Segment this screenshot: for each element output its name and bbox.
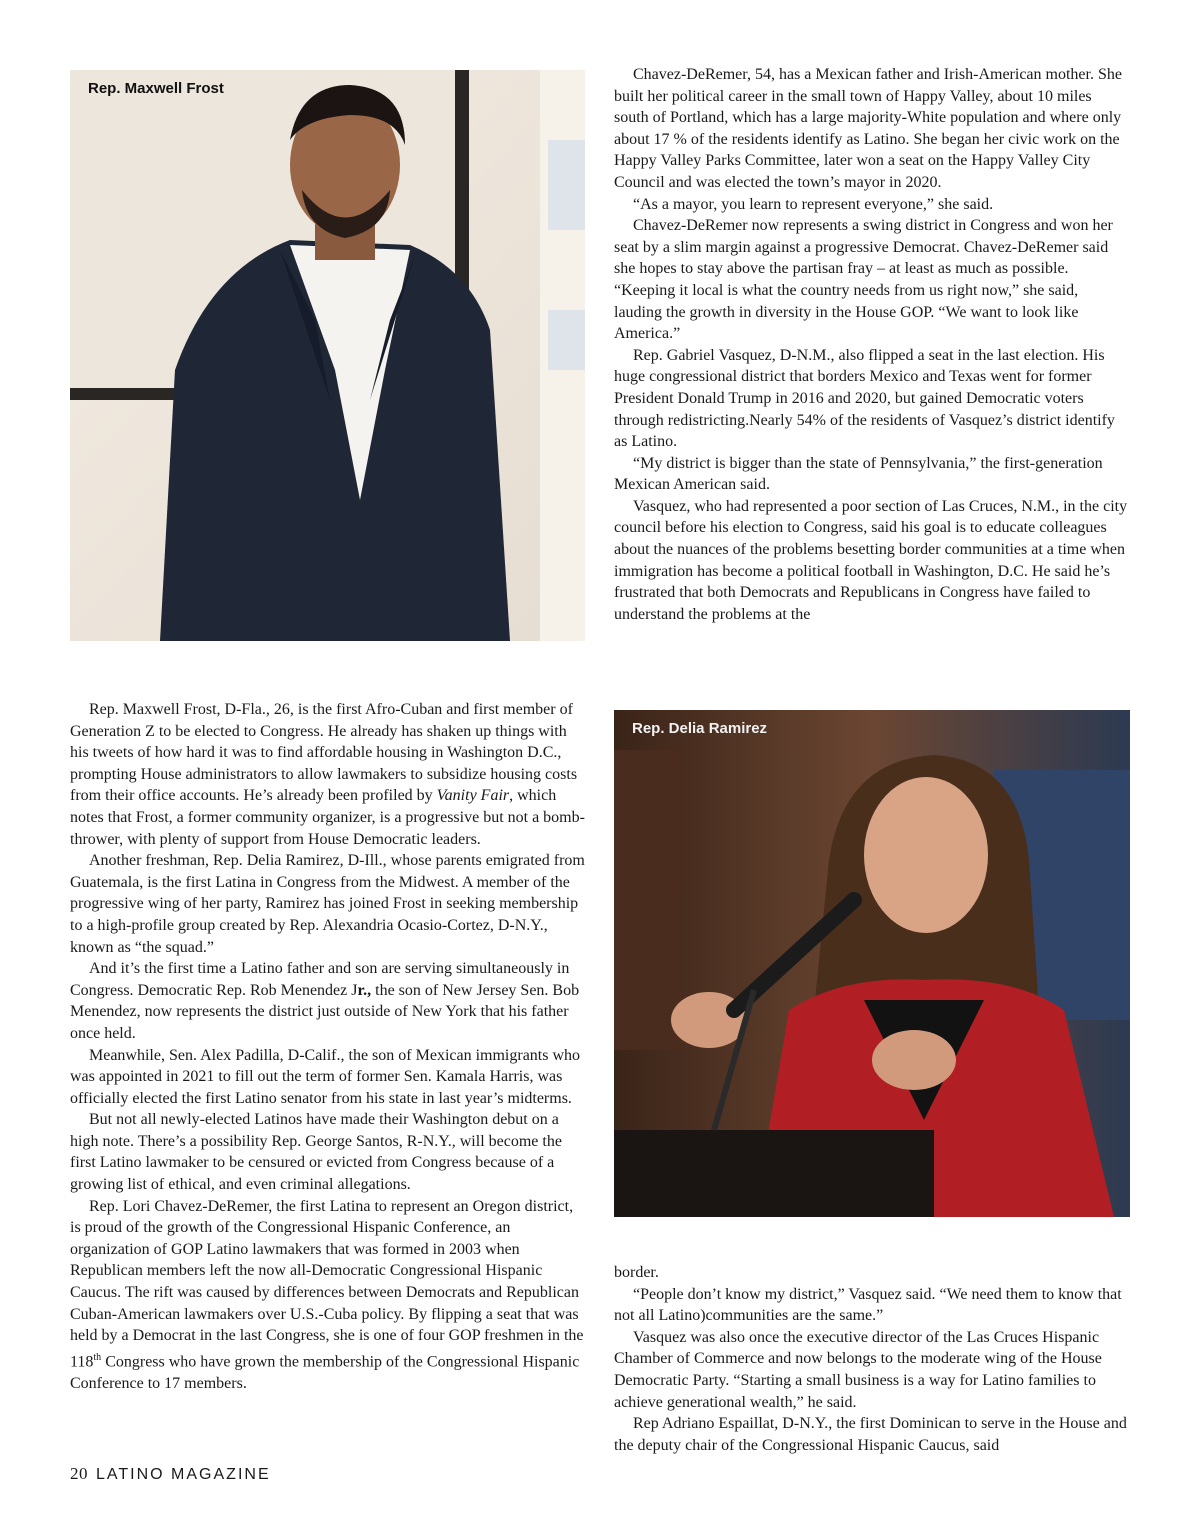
paragraph: Vasquez, who had represented a poor section of Las Cruces, N.M., in the city council before his election to Congress, said his goal is to educate colleagues about the nuances of the problems besetting border communities at a time when immigration has become a political football in Washington, D.C. He said he’s frustrated that both Democrats and Republicans in Congress have failed to understand the problems at the <box>614 497 1128 623</box>
paragraph: Another freshman, Rep. Delia Ramirez, D-Ill., whose parents emigrated from Guatemala, is the first Latina in Congress from the Midwest. A member of the progressive wing of her party, Ramirez has joined Frost in seeking membership to a high-profile group created by Rep. Alexandria Ocasio-Cortez, D-N.Y., known as “the squad.” <box>70 852 585 956</box>
page-footer <box>70 1464 271 1484</box>
text-run: And it’s the first time a Latino father and son are serving simultaneously in Congress. Democratic Rep. Rob Menendez J <box>70 960 570 999</box>
text-run: the son of New Jersey Sen. Bob Menendez, now represents the district just outside of New York that his father once held. <box>70 981 580 1042</box>
photo-caption-ramirez: Rep. Delia Ramirez <box>632 720 768 737</box>
paragraph: border. <box>614 1264 659 1281</box>
paragraph: But not all newly-elected Latinos have made their Washington debut on a high note. There’s a possibility Rep. George Santos, R-N.Y., will become the first Latino lawmaker to be censured or evicted from Congress because of a growing list of ethical, and even criminal allegations. <box>70 1111 562 1194</box>
paragraph: Chavez-DeRemer, 54, has a Mexican father and Irish-American mother. She built her political career in the small town of Happy Valley, about 10 miles south of Portland, which has a large majority-White population and where only about 17 % of the residents identify as Latino. She began her civic work on the Happy Valley Parks Committee, later won a seat on the Happy Valley City Council and was elected the town’s mayor in 2020. <box>614 66 1122 191</box>
article-column-right-bottom <box>614 1262 1130 1456</box>
paragraph: Rep Adriano Espaillat, D-N.Y., the first Dominican to serve in the House and the deputy chair of the Congressional Hispanic Caucus, said <box>614 1415 1127 1454</box>
paragraph: “As a mayor, you learn to represent everyone,” she said. <box>633 195 994 213</box>
article-column-left <box>70 699 586 1394</box>
paragraph: Chavez-DeRemer now represents a swing district in Congress and won her seat by a slim margin against a progressive Democrat. Chavez-DeRemer said she hopes to stay above the partisan fray – at least as much as possible. “Keeping it local is what the country needs from us right now,” she said, lauding the growth in diversity in the House GOP. “We want to look like America.” <box>614 217 1113 343</box>
paragraph: “People don’t know my district,” Vasquez said. “We need them to know that not all Latino)communities are the same.” <box>614 1285 1122 1325</box>
ordinal-superscript: th <box>93 1351 102 1363</box>
text-run: Congress who have grown the membership of the Congressional Hispanic Conference to 17 members. <box>70 1353 580 1392</box>
paragraph: Meanwhile, Sen. Alex Padilla, D-Calif., the son of Mexican immigrants who was appointed in 2021 to fill out the term of former Sen. Kamala Harris, was officially elected the first Latino senator from his state in last year’s midterms. <box>70 1046 581 1107</box>
photo-delia-ramirez <box>614 710 1130 1217</box>
article-column-right-top <box>614 64 1130 625</box>
frost-photo-illustration <box>70 70 585 641</box>
magazine-name: LATINO MAGAZINE <box>96 1466 271 1483</box>
text-run: , which notes that Frost, a former community organizer, is a progressive but not a bomb-thrower, with plenty of support from House Democratic leaders. <box>70 787 585 848</box>
paragraph <box>70 699 586 850</box>
page-number: 20 <box>70 1464 88 1483</box>
text-run-bold: r., <box>357 981 372 999</box>
text-run: Rep. Maxwell Frost, D-Fla., 26, is the first Afro-Cuban and first member of Generation Z to be elected to Congress. He already has shaken up things with his tweets of how hard it was to find affordable housing in Washington D.C., prompting House administrators to allow lawmakers to subsidize housing costs from their office accounts. He’s already been profiled by <box>70 701 578 805</box>
paragraph: Rep. Gabriel Vasquez, D-N.M., also flipped a seat in the last election. His huge congressional district that borders Mexico and Texas went for former President Donald Trump in 2016 and 2020, but gained Democratic voters through redistricting.Nearly 54% of the residents of Vasquez’s district identify as Latino. <box>614 346 1115 451</box>
photo-caption-frost: Rep. Maxwell Frost <box>88 80 224 97</box>
paragraph: Vasquez was also once the executive director of the Las Cruces Hispanic Chamber of Commerce and now belongs to the moderate wing of the House Democratic Party. “Starting a small business is a way for Latino families to achieve generational wealth,” he said. <box>614 1328 1102 1411</box>
text-run: Rep. Lori Chavez-DeRemer, the first Latina to represent an Oregon district, is proud of the growth of the Congressional Hispanic Conference, an organization of GOP Latino lawmakers that was formed in 2003 when Republican members left the now all-Democratic Congressional Hispanic Caucus. The rift was caused by differences between Democrats and Republican Cuban-American lawmakers over U.S.-Cuba policy. By flipping a seat that was held by a Democrat in the last Congress, she is one of four GOP freshmen in the 118 <box>70 1197 584 1371</box>
photo-maxwell-frost <box>70 70 585 641</box>
paragraph <box>70 958 586 1044</box>
publication-name: Vanity Fair <box>436 787 510 805</box>
paragraph: “My district is bigger than the state of Pennsylvania,” the first-generation Mexican American said. <box>614 454 1103 494</box>
paragraph <box>70 1196 586 1395</box>
ramirez-photo-illustration <box>614 710 1130 1217</box>
